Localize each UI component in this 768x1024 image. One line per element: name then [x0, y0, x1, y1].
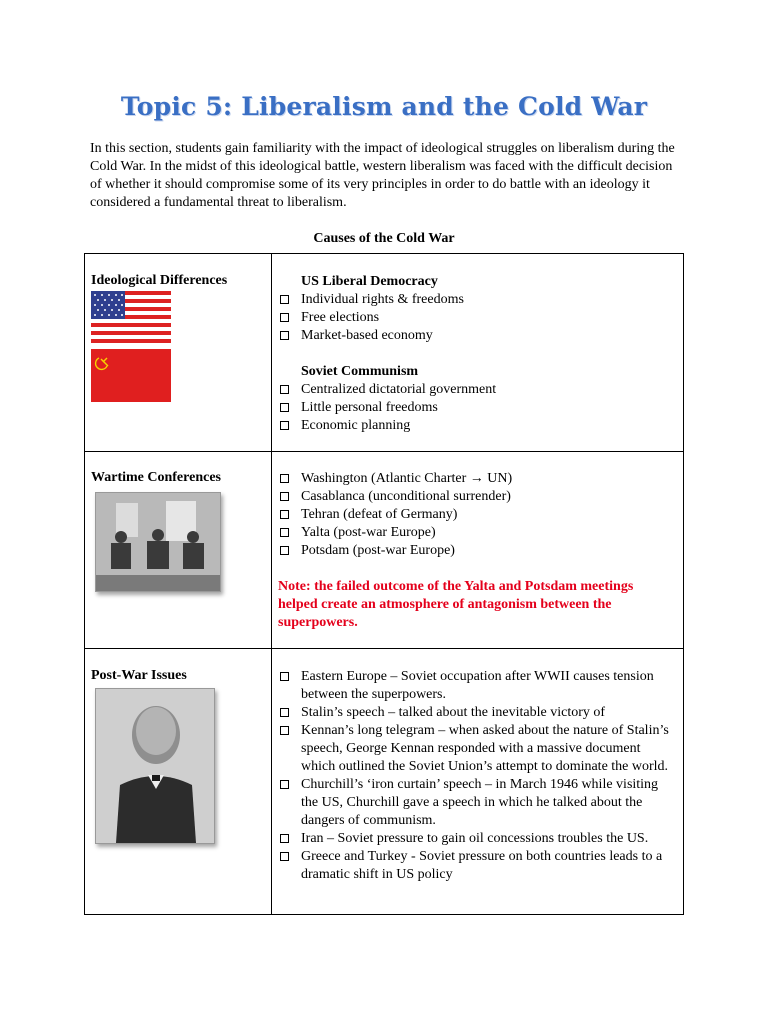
intro-paragraph: In this section, students gain familiarity with the impact of ideological struggles on liberalism during the Cold War. In the midst of this ideological battle, western liberalism was faced with the difficult decision of whether it should compromise some of its very principles in order to do battle with an ideology it considered a fundamental threat to liberalism. [90, 141, 675, 210]
checkbox-icon [280, 421, 289, 430]
section-heading: Causes of the Cold War [313, 231, 455, 246]
checkbox-icon [280, 474, 289, 483]
list-item: Greece and Turkey - Soviet pressure on both countries leads to a dramatic shift in US policy [278, 848, 678, 884]
list-item: Tehran (defeat of Germany) [278, 506, 678, 524]
us-list [278, 291, 678, 345]
list-item: Economic planning [278, 417, 678, 435]
checkbox-icon [280, 528, 289, 537]
conferences-cell [278, 470, 678, 632]
postwar-list [278, 668, 678, 884]
conference-photo [95, 492, 221, 592]
list-item: Iran – Soviet pressure to gain oil concessions troubles the US. [278, 830, 678, 848]
conferences-list [278, 470, 678, 560]
postwar-cell [278, 668, 678, 884]
us-heading: US Liberal Democracy [301, 274, 438, 289]
checkbox-icon [280, 510, 289, 519]
checkbox-icon [280, 385, 289, 394]
checkbox-icon [280, 331, 289, 340]
conference-photo-drawing [96, 493, 220, 591]
checkbox-icon [280, 852, 289, 861]
checkbox-icon [280, 726, 289, 735]
churchill-photo-drawing [96, 689, 214, 843]
checkbox-icon [280, 672, 289, 681]
checkbox-icon [280, 834, 289, 843]
ideological-cell [278, 273, 678, 435]
list-item: Yalta (post-war Europe) [278, 524, 678, 542]
soviet-heading: Soviet Communism [301, 364, 419, 379]
list-item: Little personal freedoms [278, 399, 678, 417]
list-item: Churchill’s ‘iron curtain’ speech – in March 1946 while visiting the US, Churchill gave a speech in which he talked about the dangers of communism. [278, 776, 678, 830]
soviet-list [278, 381, 678, 435]
list-item: Eastern Europe – Soviet occupation after WWII causes tension between the superpowers. [278, 668, 678, 704]
row-label-ideological: Ideological Differences [91, 273, 228, 288]
list-item: Potsdam (post-war Europe) [278, 542, 678, 560]
checkbox-icon [280, 780, 289, 789]
list-item: Washington (Atlantic Charter → UN) [278, 470, 678, 488]
list-item: Free elections [278, 309, 678, 327]
conferences-note: Note: the failed outcome of the Yalta and Potsdam meetings helped create an atmosphere of antagonism between the superpowers. [278, 579, 634, 630]
row-divider [85, 451, 683, 452]
row-label-postwar: Post-War Issues [91, 668, 187, 683]
churchill-photo [95, 688, 215, 844]
checkbox-icon [280, 403, 289, 412]
row-label-conferences: Wartime Conferences [91, 470, 221, 485]
checkbox-icon [280, 492, 289, 501]
list-item: Casablanca (unconditional surrender) [278, 488, 678, 506]
checkbox-icon [280, 708, 289, 717]
us-flag-image [91, 291, 171, 343]
column-divider [271, 254, 272, 914]
checkbox-icon [280, 546, 289, 555]
list-item: Individual rights & freedoms [278, 291, 678, 309]
page-title: Topic 5: Liberalism and the Cold War [120, 92, 648, 121]
soviet-flag-image [91, 349, 171, 402]
list-item: Market-based economy [278, 327, 678, 345]
list-item: Centralized dictatorial government [278, 381, 678, 399]
row-divider [85, 648, 683, 649]
list-item: Stalin’s speech – talked about the inevitable victory of [278, 704, 678, 722]
causes-table [84, 253, 684, 915]
checkbox-icon [280, 313, 289, 322]
list-item: Kennan’s long telegram – when asked about the nature of Stalin’s speech, George Kennan responded with a massive document which outlined the Soviet Union’s attempt to dominate the world. [278, 722, 678, 776]
checkbox-icon [280, 295, 289, 304]
